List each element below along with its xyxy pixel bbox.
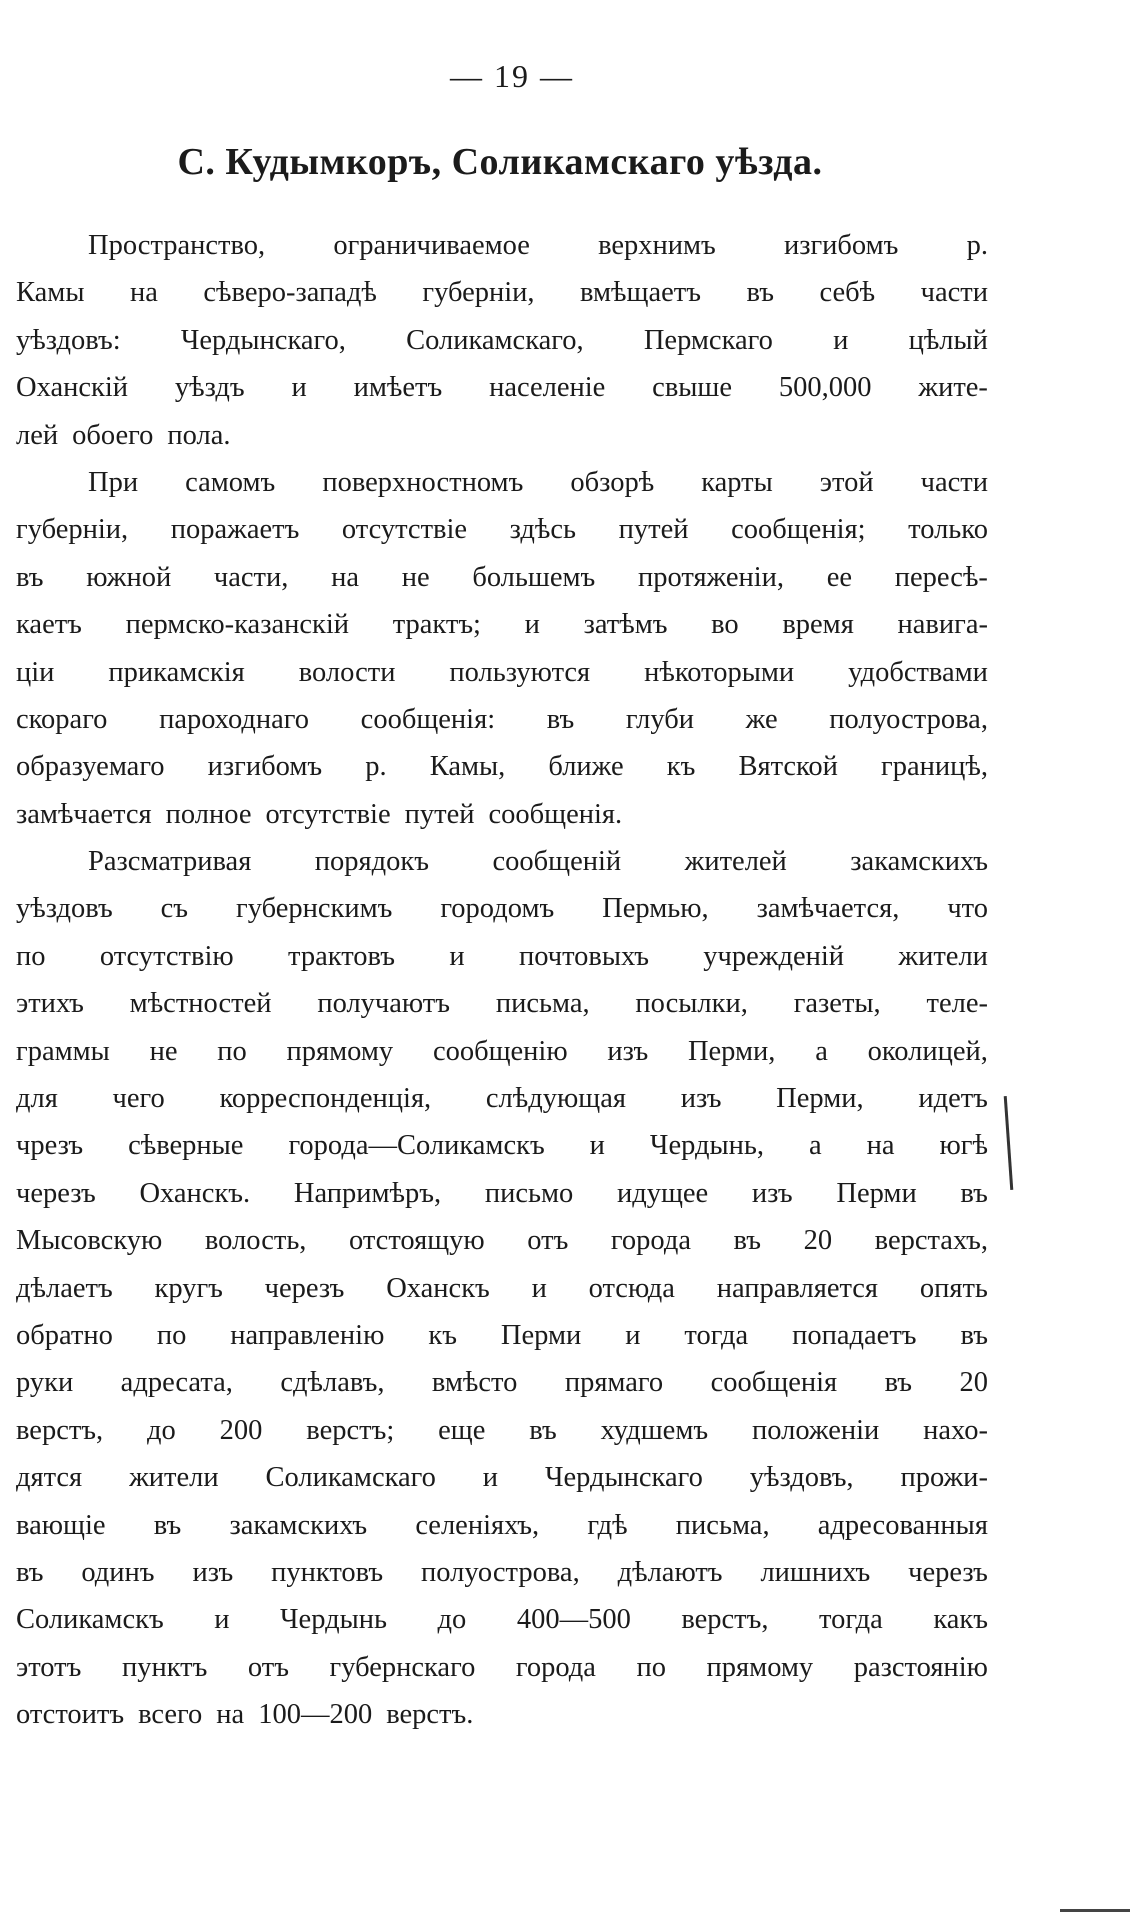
word: здѣсь [509,514,577,546]
word: и [625,1319,641,1351]
word: отстоитъ [16,1699,125,1731]
word: и [531,1272,547,1304]
word: учрежденій [703,940,845,972]
text-line [16,1075,988,1122]
text-line [16,459,988,506]
word: изгибомъ [207,751,323,783]
text-line [16,554,988,601]
word: Оханскъ [386,1272,490,1304]
word: р. [365,751,387,783]
word: нахо- [923,1414,988,1446]
word: и [589,1130,605,1162]
word: въ [733,1225,762,1257]
word: тогда [819,1604,883,1636]
word: Напримѣръ, [293,1177,442,1209]
word: границѣ, [881,751,988,783]
word: получаютъ [317,988,451,1020]
word: Мысовскую [16,1225,163,1257]
word: сообщенія. [488,798,623,830]
word: дѣлаетъ [16,1272,113,1304]
word: губерніи, [16,514,129,546]
word: Пермью, [602,893,709,925]
word: имѣетъ [353,372,443,404]
word: лей [16,419,59,451]
text-line [16,1217,988,1264]
word: трактъ; [392,609,481,641]
word: вмѣсто [431,1367,518,1399]
word: адресованныя [817,1509,988,1541]
word: газеты, [793,988,881,1020]
word: какъ [933,1604,988,1636]
word: всего [138,1699,203,1731]
word: удобствами [848,656,988,688]
word: р. [966,230,988,261]
word: сѣверо-западѣ [203,277,377,309]
word: скораго [16,703,108,735]
word: не [401,561,430,593]
word: адресата, [120,1367,233,1399]
word: жителей [684,846,787,878]
word: порядокъ [314,846,429,878]
word: верстъ, [681,1604,769,1636]
word: Соликамскъ [16,1604,164,1636]
word: изъ [751,1177,793,1209]
word: а [815,1035,828,1067]
word: на [866,1130,895,1162]
word: затѣмъ [583,609,668,641]
word: прямому [286,1035,394,1067]
word: трактовъ [288,940,396,972]
word: съ [160,893,189,925]
text-line [16,649,988,696]
word: ближе [548,751,624,783]
word: нѣкоторыми [644,656,795,688]
word: полуострова, [421,1556,580,1588]
word: слѣдующая [485,1083,626,1115]
word: Пермскаго [643,324,773,356]
body-text [16,222,988,1739]
text-line [16,980,988,1027]
word: идетъ [918,1083,988,1115]
word: карты [701,466,773,498]
text-line [16,1502,988,1549]
word: по [156,1319,187,1351]
word: для [16,1083,58,1115]
word: отсутствіе [265,798,391,830]
word: себѣ [819,277,876,309]
word: полуострова, [829,703,988,735]
text-line [16,1691,988,1738]
text-line [16,317,988,364]
word: сообщенія: [360,703,496,735]
word: Оханскъ. [139,1177,251,1209]
word: этой [819,466,874,498]
text-line [16,364,988,411]
word: поражаетъ [170,514,300,546]
word: навига- [897,609,988,641]
word: до [437,1604,467,1636]
word: разстоянію [853,1651,988,1683]
word: отсутствіе [341,514,468,546]
word: каетъ [16,609,82,641]
word: теле- [926,988,988,1020]
word: южной [86,561,172,593]
text-line [16,743,988,790]
word: обратно [16,1319,113,1351]
word: отсутствію [99,940,234,972]
word: въ [153,1509,182,1541]
word: гдѣ [587,1509,628,1541]
word: городомъ [440,893,555,925]
word: изъ [680,1083,722,1115]
text-line [16,222,988,269]
word: черезъ [908,1556,988,1588]
word: жите- [918,372,988,404]
word: на [129,277,158,309]
word: отсюда [588,1272,675,1304]
word: на [331,561,359,593]
word: сообщенію [432,1035,568,1067]
word: закамскихъ [229,1509,368,1541]
word: въ [16,1556,44,1588]
word: волости [298,656,396,688]
word: Разсматривая [88,846,252,878]
word: 200 [219,1414,263,1446]
word: сдѣлавъ, [280,1367,385,1399]
word: глуби [625,703,695,735]
word: пунктовъ [271,1556,384,1588]
word: письма, [675,1509,770,1541]
word: верстъ. [386,1699,474,1731]
word: въ [529,1414,557,1446]
footer-mark [1060,1909,1130,1918]
word: письмо [484,1177,574,1209]
word: уѣздовъ: [16,324,121,356]
word: попадаетъ [792,1319,917,1351]
word: только [908,514,988,546]
paragraph [16,222,988,459]
word: положеніи [751,1414,880,1446]
word: граммы [16,1035,110,1067]
word: образуемаго [16,751,165,783]
word: путей [618,514,689,546]
word: сообщенія; [731,514,866,546]
word: вмѣщаетъ [580,277,701,309]
word: сообщеній [492,846,622,878]
text-line [16,1644,988,1691]
word: Чердынскаго, [180,324,346,356]
word: прямаго [564,1367,664,1399]
word: Перми, [776,1083,864,1115]
word: въ [960,1177,988,1209]
word: губерніи, [422,277,535,309]
word: мѣстностей [129,988,272,1020]
word: жители [129,1462,219,1494]
word: губернскаго [329,1651,476,1683]
word: уѣздовъ, [749,1462,854,1494]
word: пунктъ [121,1651,208,1683]
word: что [947,893,988,925]
word: къ [666,751,696,783]
word: прямому [706,1651,814,1683]
word: югѣ [939,1130,988,1162]
word: ціи [16,656,55,688]
section-title: С. Кудымкоръ, Соликамскаго уѣзда. [177,141,823,183]
word: поверхностномъ [322,466,524,498]
text-line [16,1028,988,1075]
text-line [16,506,988,553]
word: Чердынь, [649,1130,764,1162]
text-line [16,696,988,743]
word: къ [428,1319,457,1351]
word: пересѣ- [894,561,988,593]
word: 500,000 [778,372,872,404]
word: части, [213,561,289,593]
word: во [711,609,739,641]
word: вающіе [16,1509,106,1541]
word: верстъ; [306,1414,395,1446]
word: посылки, [635,988,748,1020]
word: города—Соликамскъ [288,1130,545,1162]
word: уѣздъ [174,372,245,404]
word: губернскимъ [236,893,393,925]
word: ограничиваемое [333,230,530,261]
word: города [515,1651,596,1683]
text-line [16,1549,988,1596]
word: отъ [247,1651,289,1683]
word: обзорѣ [570,466,655,498]
word: пароходнаго [159,703,310,735]
word: сообщенія [710,1367,838,1399]
word: Оханскій [16,372,129,404]
word: руки [16,1367,74,1399]
word: 100—200 [258,1699,373,1731]
text-line [16,601,988,648]
word: пользуются [449,656,591,688]
word: большемъ [472,561,596,593]
text-line [16,1407,988,1454]
word: этотъ [16,1651,82,1683]
word: Камы, [429,751,506,783]
text-line [16,791,988,838]
word: При [88,466,139,498]
word: и [482,1462,499,1494]
paragraph [16,838,988,1738]
word: чего [112,1083,165,1115]
word: лишнихъ [760,1556,871,1588]
text-line [16,1122,988,1169]
word: черезъ [264,1272,345,1304]
word: путей [404,798,475,830]
word: полное [165,798,252,830]
word: на [216,1699,245,1731]
word: протяженіи, [637,561,785,593]
text-line [16,1170,988,1217]
word: части [920,466,988,498]
text-line [16,412,988,459]
text-line [16,933,988,980]
word: тогда [684,1319,749,1351]
text-line [16,1312,988,1359]
word: а [808,1130,822,1162]
word: замѣчается, [756,893,900,925]
word: отстоящую [349,1225,485,1257]
word: населеніе [489,372,606,404]
word: въ [746,277,774,309]
word: города [610,1225,691,1257]
word: опять [919,1272,988,1304]
word: Перми [836,1177,917,1209]
word: свыше [652,372,733,404]
word: и [524,609,540,641]
text-line [16,269,988,316]
word: и [214,1604,230,1636]
text-line [16,1454,988,1501]
word: до [147,1414,176,1446]
word: направленію [230,1319,385,1351]
word: селеніяхъ, [415,1509,540,1541]
word: Чердынь [280,1604,387,1636]
word: верхнимъ [598,230,716,261]
margin-mark [1004,1096,1014,1190]
word: письма, [495,988,590,1020]
word: пола. [167,419,231,451]
word: 20 [803,1225,833,1257]
word: пермско-казанскій [125,609,350,641]
word: части [920,277,988,309]
word: околицей, [867,1035,988,1067]
word: Перми [500,1319,582,1351]
word: прикамскія [108,656,245,688]
word: корреспонденція, [219,1083,432,1115]
word: закамскихъ [850,846,988,878]
word: Пространство, [88,230,266,261]
word: Чердынскаго [544,1462,703,1494]
word: уѣздовъ [16,893,113,925]
word: худшемъ [600,1414,709,1446]
word: изгибомъ [783,230,899,261]
word: по [16,940,46,972]
word: отъ [527,1225,569,1257]
word: верстахъ, [874,1225,988,1257]
page-number: — 19 — [450,58,574,94]
word: идущее [616,1177,709,1209]
word: же [745,703,778,735]
word: изъ [192,1556,234,1588]
word: дятся [16,1462,83,1494]
word: волость, [204,1225,307,1257]
word: почтовыхъ [519,940,649,972]
word: Перми, [687,1035,776,1067]
word: Камы [16,277,85,309]
word: направляется [716,1272,879,1304]
word: этихъ [16,988,84,1020]
word: верстъ, [16,1414,104,1446]
text-line [16,1596,988,1643]
word: по [636,1651,666,1683]
word: сѣверные [128,1130,244,1162]
word: еще [438,1414,486,1446]
word: Соликамскаго, [406,324,584,356]
word: прожи- [900,1462,988,1494]
word: чрезъ [16,1130,84,1162]
word: Соликамскаго [265,1462,436,1494]
word: и [291,372,307,404]
word: по [217,1035,247,1067]
word: въ [884,1367,913,1399]
word: цѣлый [908,324,988,356]
text-line [16,838,988,885]
word: изъ [607,1035,649,1067]
text-line [16,885,988,932]
text-line [16,1359,988,1406]
word: Вятской [738,751,838,783]
word: жители [898,940,988,972]
paragraph [16,459,988,838]
word: самомъ [185,466,276,498]
word: 20 [959,1367,988,1399]
word: въ [16,561,44,593]
word: кругъ [154,1272,223,1304]
word: время [782,609,854,641]
word: дѣлаютъ [617,1556,723,1588]
word: не [149,1035,178,1067]
word: въ [960,1319,988,1351]
word: и [833,324,849,356]
word: черезъ [16,1177,96,1209]
word: одинъ [81,1556,155,1588]
word: обоего [72,419,154,451]
word: и [449,940,465,972]
word: 400—500 [516,1604,631,1636]
word: ее [826,561,853,593]
word: замѣчается [16,798,152,830]
text-line [16,1265,988,1312]
word: въ [546,703,575,735]
